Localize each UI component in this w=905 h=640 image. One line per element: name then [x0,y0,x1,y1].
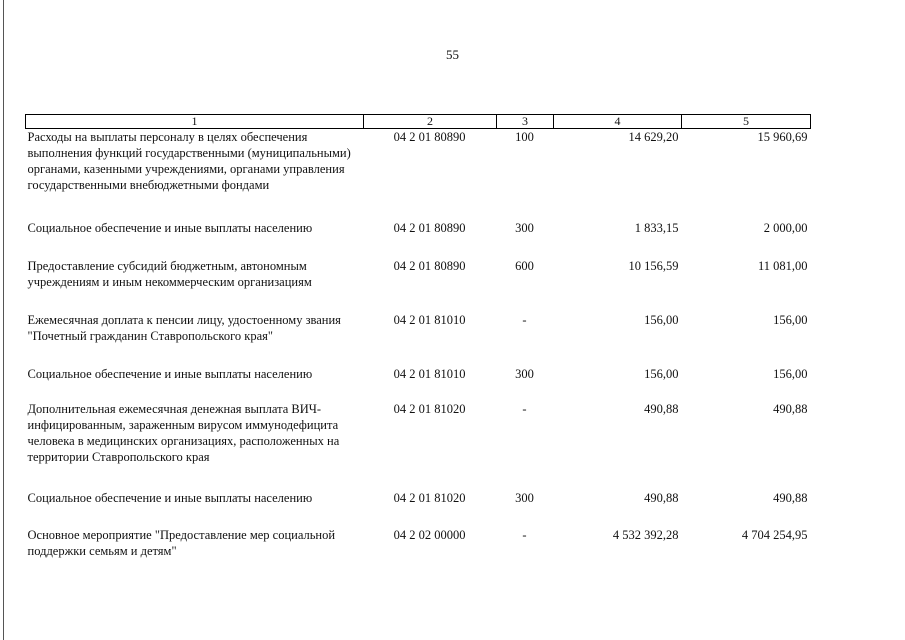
row-code: 04 2 01 81010 [393,312,466,327]
page-number: 55 [446,47,459,62]
row-code: 04 2 01 81020 [393,490,466,505]
row-name: Расходы на выплаты персоналу в целях обеспечения выполнения функций государственными (муниципальными) органами, казенными учреждениями, органами управления государственными внебюджетными фондами [27,130,351,192]
row-expense-type: 300 [515,490,534,505]
table-row [26,258,811,312]
row-value-col5: 156,00 [773,366,808,381]
row-code: 04 2 01 80890 [393,130,466,144]
row-value-col4: 1 833,15 [634,220,679,235]
table-row [26,527,811,567]
budget-table [25,114,811,567]
row-value-col4: 10 156,59 [628,258,679,273]
row-value-col4: 490,88 [644,490,679,505]
row-value-col5: 490,88 [773,490,808,505]
row-value-col4: 14 629,20 [628,130,679,144]
row-value-col5: 4 704 254,95 [741,527,808,542]
column-header-5: 5 [682,115,811,129]
column-header-1: 1 [26,115,364,129]
row-name: Социальное обеспечение и иные выплаты населению [27,366,313,381]
table-row [26,220,811,258]
row-value-col5: 11 081,00 [757,258,808,273]
table-row [26,401,811,490]
row-name: Основное мероприятие "Предоставление мер социальной поддержки семьям и детям" [27,527,336,558]
row-expense-type: - [522,401,527,416]
row-expense-type: 300 [515,366,534,381]
row-name: Ежемесячная доплата к пенсии лицу, удостоенному звания "Почетный гражданин Ставропольского края" [27,312,341,343]
row-code: 04 2 02 00000 [393,527,466,542]
row-expense-type: 100 [515,130,534,144]
table-row [26,366,811,401]
row-code: 04 2 01 80890 [393,220,466,235]
row-name: Предоставление субсидий бюджетным, автономным учреждениям и иным некоммерческим организациям [27,258,312,289]
table-header-row [26,115,811,129]
row-value-col4: 156,00 [644,366,679,381]
left-margin-rule [3,0,4,640]
row-expense-type: - [522,527,527,542]
row-expense-type: - [522,312,527,327]
row-name: Дополнительная ежемесячная денежная выплата ВИЧ-инфицированным, зараженным вирусом иммунодефицита человека в медицинских организациях, расположенных на территории Ставропольского края [27,401,340,464]
row-code: 04 2 01 81020 [393,401,466,416]
row-value-col5: 15 960,69 [757,130,808,144]
row-expense-type: 300 [515,220,534,235]
row-name: Социальное обеспечение и иные выплаты населению [27,490,313,505]
row-name: Социальное обеспечение и иные выплаты населению [27,220,313,235]
row-value-col5: 156,00 [773,312,808,327]
row-value-col5: 2 000,00 [763,220,808,235]
column-header-3: 3 [497,115,554,129]
row-code: 04 2 01 80890 [393,258,466,273]
row-value-col4: 490,88 [644,401,679,416]
row-value-col4: 156,00 [644,312,679,327]
table-row [26,129,811,220]
table-row [26,312,811,366]
row-value-col5: 490,88 [773,401,808,416]
column-header-4: 4 [554,115,682,129]
table-row [26,490,811,527]
column-header-2: 2 [364,115,497,129]
row-code: 04 2 01 81010 [393,366,466,381]
row-expense-type: 600 [515,258,534,273]
row-value-col4: 4 532 392,28 [612,527,679,542]
